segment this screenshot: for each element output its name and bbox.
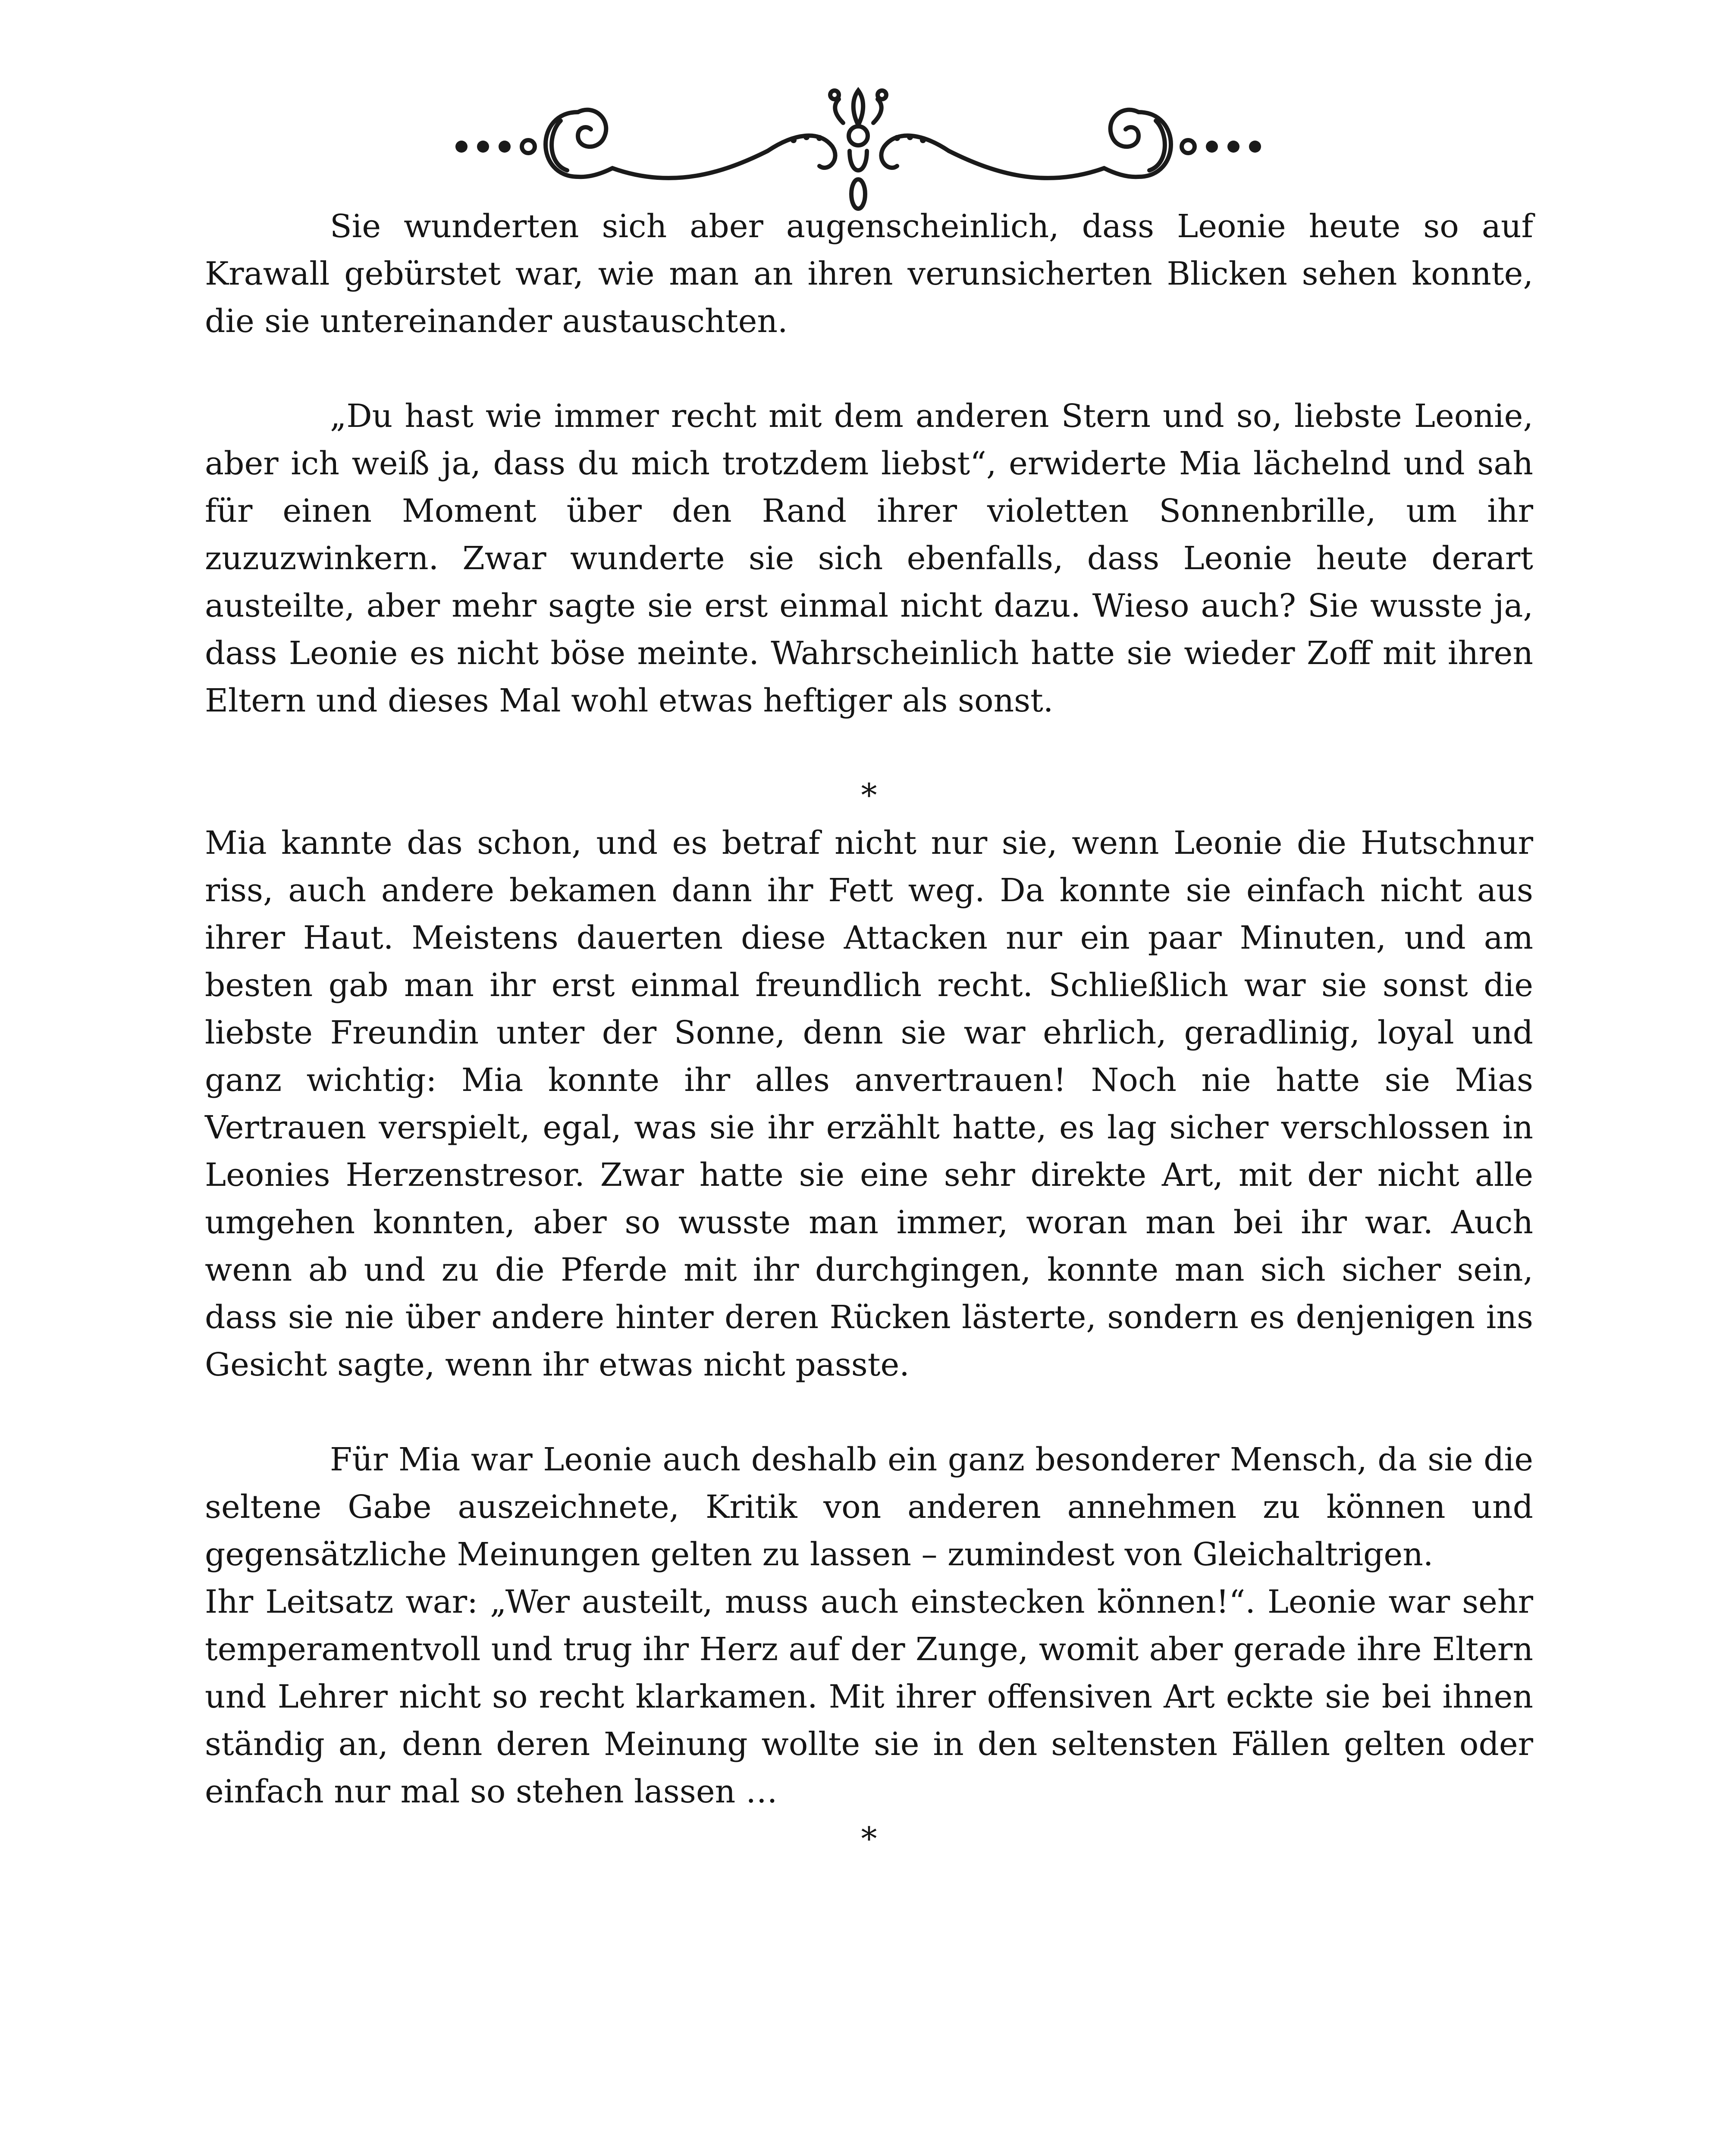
- section-separator: *: [861, 777, 877, 814]
- section-separator: *: [861, 1821, 877, 1858]
- paragraph: Ihr Leitsatz war: „Wer austeilt, muss auch einstecken können!“. Leonie war sehr temperamentvoll und trug ihr Herz auf der Zunge, womit aber gerade ihre Eltern und Lehrer nicht so recht klarkamen. Mit ihrer offensiven Art eckte sie bei ihnen ständig an, denn deren Meinung wollte sie in den seltensten Fällen gelten oder einfach nur mal so stehen lassen …: [205, 1583, 1533, 1810]
- paragraph: „Du hast wie immer recht mit dem anderen Stern und so, liebste Leonie, aber ich weiß ja, dass du mich trotzdem liebst“, erwiderte Mia lächelnd und sah für einen Moment über den Rand ihrer violetten Sonnenbrille, um ihr zuzuzwinkern. Zwar wunderte sie sich ebenfalls, dass Leonie heute derart austeilte, aber mehr sagte sie erst einmal nicht dazu. Wieso auch? Sie wusste ja, dass Leonie es nicht böse meinte. Wahrscheinlich hatte sie wieder Zoff mit ihren Eltern und dieses Mal wohl etwas heftiger als sonst.: [205, 398, 1533, 719]
- paragraph: Mia kannte das schon, und es betraf nicht nur sie, wenn Leonie die Hutschnur riss, auch andere bekamen dann ihr Fett weg. Da konnte sie einfach nicht aus ihrer Haut. Meistens dauerten diese Attacken nur ein paar Minuten, und am besten gab man ihr erst einmal freundlich recht. Schließlich war sie sonst die liebste Freundin unter der Sonne, denn sie war ehrlich, geradlinig, loyal und ganz wichtig: Mia konnte ihr alles anvertrauen! Noch nie hatte sie Mias Vertrauen verspielt, egal, was sie ihr erzählt hatte, es lag sicher verschlossen in Leonies Herzenstresor. Zwar hatte sie eine sehr direkte Art, mit der nicht alle umgehen konnten, aber so wusste man immer, woran man bei ihr war. Auch wenn ab und zu die Pferde mit ihr durchgingen, konnte man sich sicher sein, dass sie nie über andere hinter deren Rücken lästerte, sondern es denjenigen ins Gesicht sagte, wenn ihr etwas nicht passte.: [205, 824, 1533, 1383]
- paragraph: Sie wunderten sich aber augenscheinlich, dass Leonie heute so auf Krawall gebürstet war, wie man an ihren verunsicherten Blicken sehen konnte, die sie untereinander austauschten.: [205, 208, 1533, 340]
- page-body: [205, 203, 1533, 1863]
- paragraph: Für Mia war Leonie auch deshalb ein ganz besonderer Mensch, da sie die seltene Gabe auszeichnete, Kritik von anderen annehmen zu können und gegensätzliche Meinungen gelten zu lassen – zumindest von Gleichaltrigen.: [205, 1441, 1533, 1573]
